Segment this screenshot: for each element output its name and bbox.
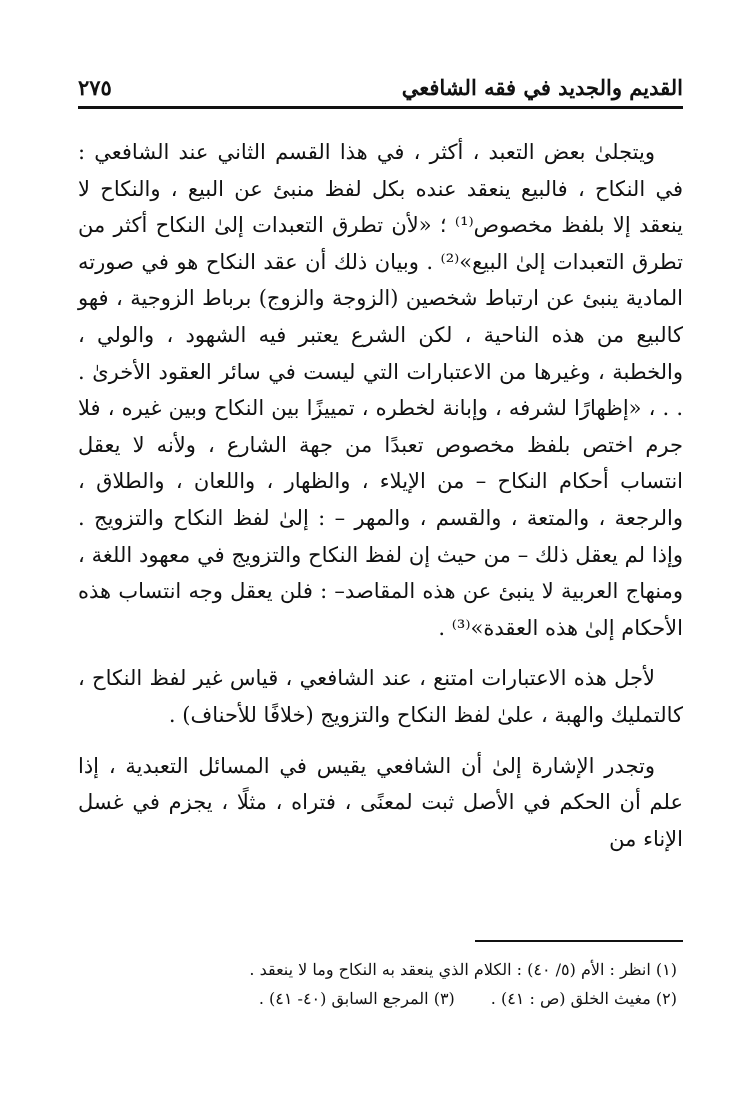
footnote-1: (١) انظر : الأم (٥/ ٤٠) : الكلام الذي ينعقد به النكاح وما لا ينعقد . [249, 960, 677, 979]
footnote-3: (٣) المرجع السابق (٤٠- ٤١) . [258, 989, 455, 1008]
paragraph-3: وتجدر الإشارة إلىٰ أن الشافعي يقيس في المسائل التعبدية ، إذا علم أن الحكم في الأصل ثبت لمعنًى ، فتراه ، مثلًا ، يجزم في غسل الإناء من [78, 753, 683, 851]
main-text [78, 134, 683, 857]
header-title: القديم والجديد في فقه الشافعي [401, 75, 683, 100]
footnote-2: (٢) مغيث الخلق (ص : ٤١) . [490, 989, 677, 1008]
footnote-row-2 [78, 984, 677, 1013]
footnotes [78, 955, 677, 1013]
footnote-separator [475, 940, 683, 942]
paragraph-2: لأجل هذه الاعتبارات امتنع ، عند الشافعي ، قياس غير لفظ النكاح ، كالتمليك والهبة ، علىٰ لفظ النكاح والتزويج (خلافًا للأحناف) . [78, 666, 683, 727]
running-header [78, 62, 683, 109]
page-number: ٢٧٥ [78, 75, 112, 100]
paragraph-1: ويتجلىٰ بعض التعبد ، أكثر ، في هذا القسم الثاني عند الشافعي : في النكاح ، فالبيع ينعقد عنده بكل لفظ منبئ عن البيع ، والنكاح لا ينعقد إلا بلفظ مخصوص⁽¹⁾ ؛ «لأن تطرق التعبدات إلىٰ النكاح أكثر من تطرق التعبدات إلىٰ البيع»⁽²⁾ . وبيان ذلك أن عقد النكاح هو في صورته المادية ينبئ عن ارتباط شخصين (الزوجة والزوج) برباط الزوجية ، فهو كالبيع من هذه الناحية ، لكن الشرع يعتبر فيه الشهود ، والولي ، والخطبة ، وغيرها من الاعتبارات التي ليست في سائر العقود الأخرىٰ . . . ، «إظهارًا لشرفه ، وإبانة لخطره ، تمييزًا بين النكاح وبين غيره ، فلا جرم اختص بلفظ مخصوص تعبدًا من جهة الشارع ، ولأنه لا يعقل انتساب أحكام النكاح – من الإيلاء ، والظهار ، واللعان ، والطلاق ، والرجعة ، والمتعة ، والقسم ، والمهر – : إلىٰ لفظ النكاح والتزويج . وإذا لم يعقل ذلك – من حيث إن لفظ النكاح والتزويج في معهود اللغة ، ومنهاج العربية لا ينبئ عن هذه المقاصد– : فلن يعقل وجه انتساب هذه الأحكام إلىٰ هذه العقدة»⁽³⁾ . [78, 140, 684, 640]
